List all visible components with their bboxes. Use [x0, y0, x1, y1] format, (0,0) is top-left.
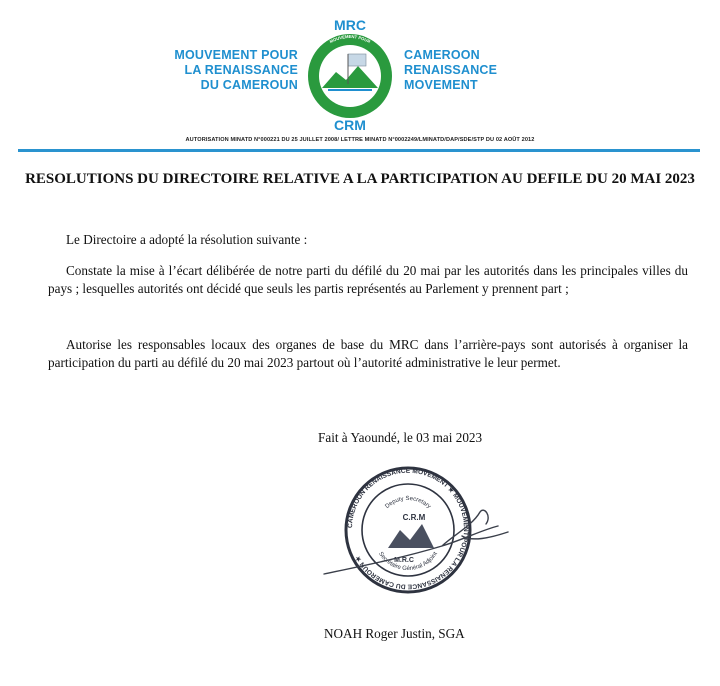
org-name-english-line: RENAISSANCE	[404, 63, 498, 77]
resolution-paragraph: Autorise les responsables locaux des organes de base du MRC dans l’arrière-pays sont autorisés à organiser la participation du parti au défilé du 20 mai 2023 partout où l’autorité administrative le leur permet.	[48, 337, 688, 370]
signatory-name: NOAH Roger Justin, SGA	[324, 626, 465, 641]
document-title: RESOLUTIONS DU DIRECTOIRE RELATIVE A LA PARTICIPATION AU DEFILE DU 20 MAI 2023	[25, 171, 695, 187]
org-name-french	[120, 48, 298, 93]
stamp-inner-bottom-text: Secrétaire Général Adjoint	[377, 551, 439, 573]
intro-paragraph: Le Directoire a adopté la résolution suivante :	[66, 232, 308, 247]
org-name-french-line: DU CAMEROUN	[200, 78, 298, 92]
party-logo	[298, 14, 402, 134]
stamp-inner-top-text: Deputy Secretary	[384, 495, 432, 511]
resolution-paragraph: Constate la mise à l’écart délibérée de notre parti du défilé du 20 mai par les autorités dans les principales villes du pays ; lesquelles autorités ont décidé que seuls les partis représentés au Parlement y prennent part ;	[48, 263, 688, 296]
official-stamp	[322, 466, 512, 616]
authorization-reference: AUTORISATION MINATD N°000221 DU 25 JUILLET 2008/ LETTRE MINATD N°0002249/LMINATD/DAP/SDE/STP DU 02 AOÛT 2012	[185, 137, 535, 143]
org-name-french-line: MOUVEMENT POUR	[174, 48, 298, 62]
org-name-english-line: MOVEMENT	[404, 78, 478, 92]
org-name-french-line: LA RENAISSANCE	[184, 63, 298, 77]
logo-ring-text-top: MOUVEMENT POUR	[328, 33, 372, 45]
logo-flag-icon	[348, 54, 366, 66]
logo-mrc-text: MRC	[334, 17, 366, 33]
stamp-center-top: C.R.M	[402, 513, 426, 522]
org-name-english	[404, 48, 604, 93]
place-date: Fait à Yaoundé, le 03 mai 2023	[318, 430, 483, 445]
letterhead	[0, 0, 720, 160]
stamp-center-bottom: M.R.C	[394, 557, 414, 564]
logo-crm-text: CRM	[334, 117, 366, 133]
org-name-english-line: CAMEROON	[404, 48, 480, 62]
logo-ring-text-bottom: CAMEROON	[337, 100, 363, 108]
stamp-outer-text: CAMEROON RENAISSANCE MOVEMENT ★ MOUVEMENT POUR LA RENAISSANCE DU CAMEROUN ★	[346, 467, 470, 590]
stamp-emblem-icon	[388, 524, 434, 548]
header-divider	[18, 149, 700, 152]
